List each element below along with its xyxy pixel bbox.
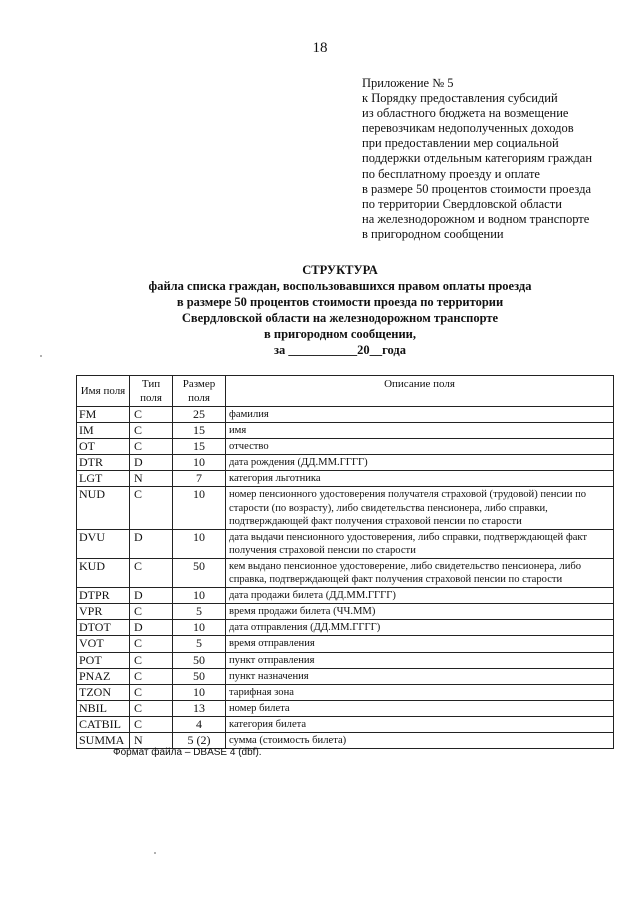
field-size-cell: 13 [173, 700, 226, 716]
field-type-cell: C [130, 684, 173, 700]
appendix-line: Приложение № 5 [362, 76, 454, 90]
heading-line: в пригородном сообщении, [264, 327, 416, 341]
field-size-cell: 10 [173, 529, 226, 558]
field-description-cell: имя [226, 423, 614, 439]
field-size-cell: 25 [173, 407, 226, 423]
field-type-cell: D [130, 529, 173, 558]
field-type-cell: N [130, 471, 173, 487]
field-name-cell: FM [77, 407, 130, 423]
field-name-cell: PNAZ [77, 668, 130, 684]
appendix-line: к Порядку предоставления субсидий [362, 91, 558, 106]
field-description-cell: категория билета [226, 716, 614, 732]
table-row [77, 471, 614, 487]
field-description-cell: категория льготника [226, 471, 614, 487]
field-description-cell: дата продажи билета (ДД.ММ.ГГГГ) [226, 588, 614, 604]
field-description-cell: время отправления [226, 636, 614, 652]
table-row [77, 620, 614, 636]
table-row [77, 588, 614, 604]
field-name-cell: LGT [77, 471, 130, 487]
appendix-line: из областного бюджета на возмещение [362, 106, 569, 121]
field-description-cell: тарифная зона [226, 684, 614, 700]
field-description-cell: дата рождения (ДД.ММ.ГГГГ) [226, 455, 614, 471]
field-type-cell: C [130, 700, 173, 716]
appendix-line: при предоставлении мер социальной [362, 136, 559, 151]
field-size-cell: 15 [173, 439, 226, 455]
page-number: 18 [312, 40, 328, 56]
table-header-row [77, 376, 614, 407]
field-name-cell: TZON [77, 684, 130, 700]
appendix-block [362, 76, 632, 242]
field-name-cell: VOT [77, 636, 130, 652]
header-field-name: Имя поля [77, 376, 130, 407]
document-heading [0, 262, 640, 358]
field-type-cell: C [130, 716, 173, 732]
field-name-cell: OT [77, 439, 130, 455]
header-field-description: Описание поля [226, 376, 614, 407]
field-size-cell: 5 (2) [173, 732, 226, 748]
field-type-cell: C [130, 423, 173, 439]
header-field-type: Тип поля [130, 376, 173, 407]
table-body [77, 407, 614, 749]
file-structure-table [76, 375, 614, 749]
field-type-cell: N [130, 732, 173, 748]
table-row [77, 487, 614, 529]
table-row [77, 684, 614, 700]
field-description-cell: отчество [226, 439, 614, 455]
table-row [77, 636, 614, 652]
field-size-cell: 50 [173, 668, 226, 684]
table-row [77, 423, 614, 439]
heading-title: СТРУКТУРА [302, 263, 378, 277]
header-field-size: Размер поля [173, 376, 226, 407]
field-name-cell: IM [77, 423, 130, 439]
field-name-cell: CATBIL [77, 716, 130, 732]
field-name-cell: DTOT [77, 620, 130, 636]
field-size-cell: 10 [173, 620, 226, 636]
table-row [77, 700, 614, 716]
appendix-line: на железнодорожном и водном транспорте [362, 211, 590, 226]
field-description-cell: кем выдано пенсионное удостоверение, либо свидетельство пенсионера, либо справка, подтверждающей факт получения страховой пенсии по старости [226, 558, 614, 587]
heading-line: в размере 50 процентов стоимости проезда по территории [176, 295, 504, 309]
table-row [77, 652, 614, 668]
appendix-line: по территории Свердловской области [362, 196, 562, 211]
field-size-cell: 5 [173, 604, 226, 620]
appendix-line: в размере 50 процентов стоимости проезда [362, 181, 592, 196]
field-type-cell: C [130, 439, 173, 455]
field-type-cell: C [130, 487, 173, 529]
field-description-cell: сумма (стоимость билета) [226, 732, 614, 748]
field-type-cell: C [130, 407, 173, 423]
field-type-cell: C [130, 652, 173, 668]
table-row [77, 604, 614, 620]
field-name-cell: VPR [77, 604, 130, 620]
field-size-cell: 15 [173, 423, 226, 439]
field-size-cell: 10 [173, 588, 226, 604]
appendix-line: по бесплатному проезду и оплате [362, 166, 540, 181]
field-size-cell: 10 [173, 684, 226, 700]
field-description-cell: пункт отправления [226, 652, 614, 668]
field-name-cell: SUMMA [77, 732, 130, 748]
field-name-cell: DVU [77, 529, 130, 558]
table-row [77, 439, 614, 455]
field-name-cell: POT [77, 652, 130, 668]
field-size-cell: 50 [173, 558, 226, 587]
table-row [77, 716, 614, 732]
field-description-cell: фамилия [226, 407, 614, 423]
field-description-cell: номер пенсионного удостоверения получателя страховой (трудовой) пенсии по старости (по возрасту), либо свидетельства пенсионера, либо справки, подтверждающей факт получения страховой пенсии по старости [226, 487, 614, 529]
field-name-cell: DTR [77, 455, 130, 471]
field-description-cell: время продажи билета (ЧЧ.ММ) [226, 604, 614, 620]
table-row [77, 558, 614, 587]
field-name-cell: DTPR [77, 588, 130, 604]
table-row [77, 407, 614, 423]
scan-speck [40, 355, 42, 357]
field-name-cell: NBIL [77, 700, 130, 716]
scan-speck [154, 852, 156, 854]
format-note: Формат файла – DBASE 4 (dbf). [113, 747, 262, 758]
field-size-cell: 10 [173, 455, 226, 471]
field-size-cell: 10 [173, 487, 226, 529]
field-size-cell: 50 [173, 652, 226, 668]
appendix-line: перевозчикам недополученных доходов [362, 121, 574, 136]
heading-line: за ___________20__года [274, 343, 406, 357]
field-name-cell: KUD [77, 558, 130, 587]
field-size-cell: 4 [173, 716, 226, 732]
field-type-cell: C [130, 636, 173, 652]
appendix-line: поддержки отдельным категориям граждан [362, 151, 593, 166]
field-name-cell: NUD [77, 487, 130, 529]
field-type-cell: C [130, 668, 173, 684]
table-row [77, 455, 614, 471]
field-description-cell: номер билета [226, 700, 614, 716]
heading-line: файла списка граждан, воспользовавшихся правом оплаты проезда [148, 279, 532, 293]
field-type-cell: C [130, 558, 173, 587]
field-size-cell: 7 [173, 471, 226, 487]
table-row [77, 668, 614, 684]
field-type-cell: D [130, 620, 173, 636]
field-type-cell: D [130, 455, 173, 471]
field-size-cell: 5 [173, 636, 226, 652]
field-type-cell: D [130, 588, 173, 604]
heading-subtitle [0, 278, 640, 358]
appendix-line: в пригородном сообщении [362, 226, 504, 241]
heading-line: Свердловской области на железнодорожном транспорте [181, 311, 499, 325]
field-description-cell: пункт назначения [226, 668, 614, 684]
field-type-cell: C [130, 604, 173, 620]
field-description-cell: дата отправления (ДД.ММ.ГГГГ) [226, 620, 614, 636]
table-row [77, 529, 614, 558]
field-description-cell: дата выдачи пенсионного удостоверения, либо справки, подтверждающей факт получения страховой пенсии по старости [226, 529, 614, 558]
